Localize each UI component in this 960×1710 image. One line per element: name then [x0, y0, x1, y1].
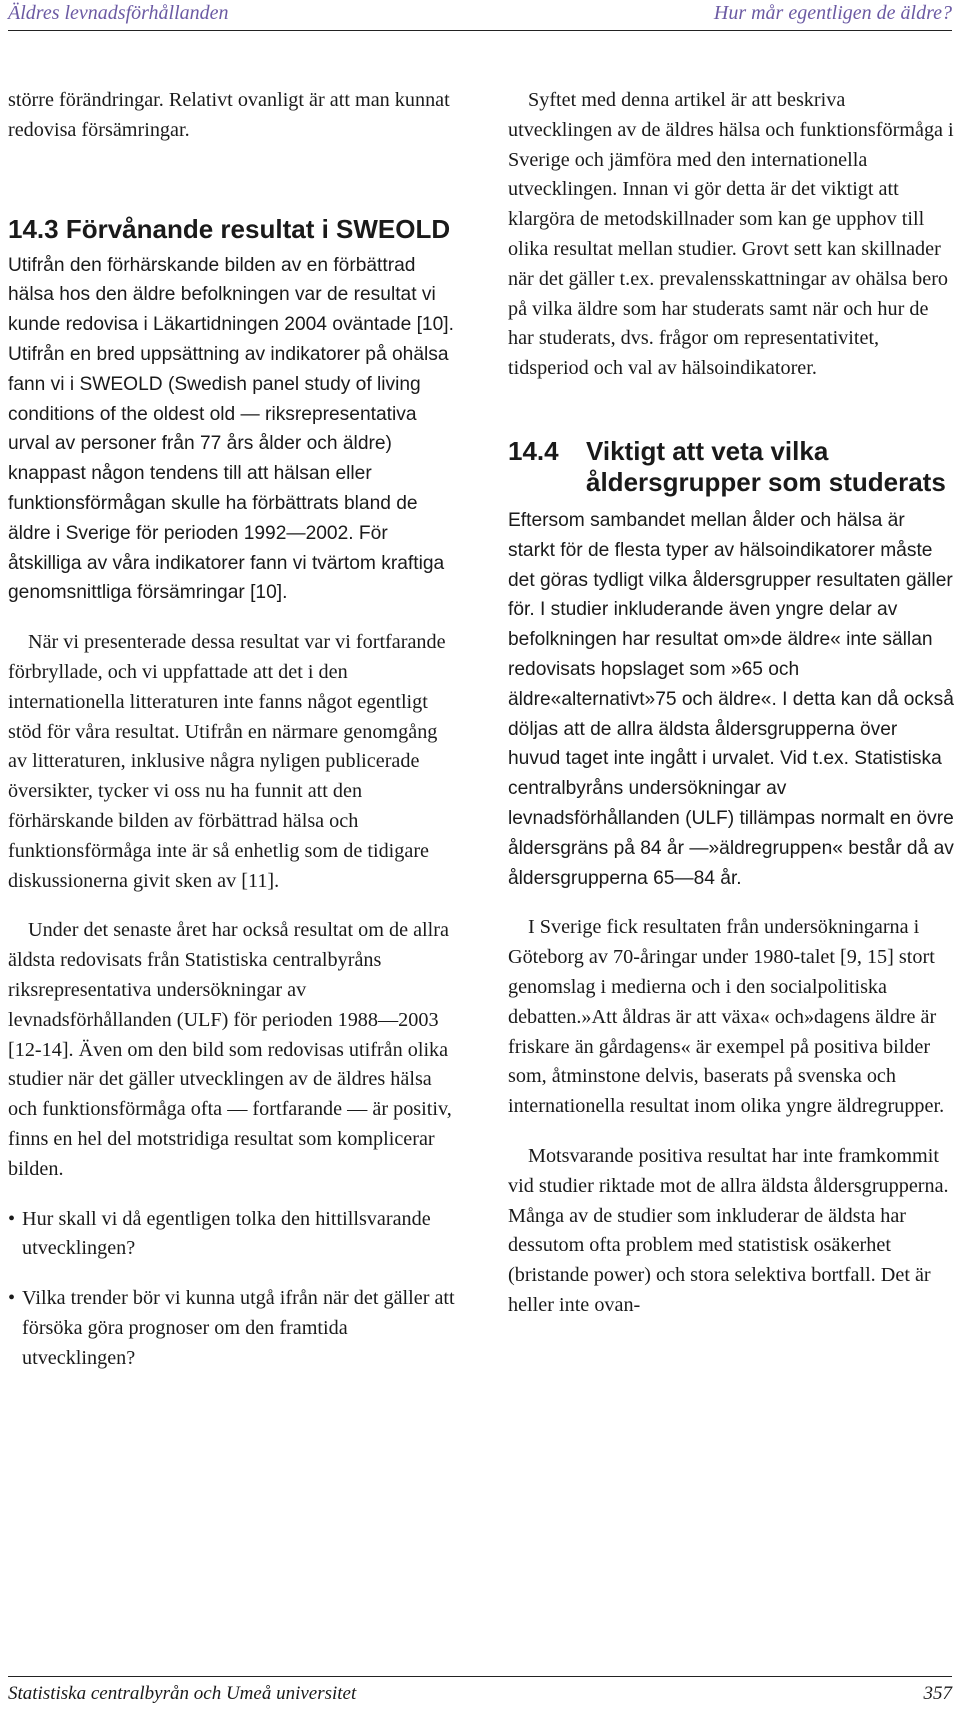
section-title: Viktigt att veta vilka åldersgrupper som studerats — [586, 435, 946, 497]
intro-paragraph: större förändringar. Relativt ovanligt är att man kunnat redovisa försämringar. — [8, 89, 450, 141]
paragraph-sweold-intro: Utifrån den förhärskande bilden av en förbättrad hälsa hos den äldre befolkningen var de resultat vi kunde redovisa i Läkartidningen 2004 oväntade [10]. — [8, 254, 454, 336]
section-number: 14.4 — [508, 435, 559, 466]
paragraph-oldest-old: Motsvarande positiva resultat har inte framkommit vid studier riktade mot de allra äldsta åldersgrupperna. Många av de studier som inkluderar de äldsta har dessutom ofta problem med statistisk osäkerhet (bristande power) och stora selektiva bortfall. Det är heller inte ovan- — [508, 1144, 949, 1316]
section-heading-14-4 — [508, 436, 954, 498]
header-chapter-title: Hur mår egentligen de äldre? — [713, 2, 952, 24]
header-book-title: Äldres levnadsförhållanden — [8, 2, 229, 24]
bullet-text: Hur skall vi då egentligen tolka den hittillsvarande utvecklingen? — [22, 1207, 431, 1260]
section-number: 14.3 — [8, 213, 59, 244]
paragraph-ulf: Under det senaste året har också resultat om de allra äldsta redovisats från Statistiska centralbyråns riksrepresentativa undersökningar av levnadsförhållanden (ULF) för perioden 1988—2003 [12-14]. Även om den bild som redovisas utifrån olika studier när det gäller utvecklingen av de äldres hälsa och funktionsförmåga ofta — fortfarande — är positiv, finns en hel del motstridiga resultat som komplicerar bilden. — [8, 919, 452, 1180]
bullet-marker: • — [8, 1207, 16, 1230]
paragraph-sweold-results: Utifrån en bred uppsättning av indikatorer på ohälsa fann vi i SWEOLD (Swedish panel study of living conditions of the oldest old — riksrepresentativa urval av personer från 77 års ålder och äldre) knappast någon tendens till att hälsan eller funktionsförmågan skulle ha förbättrats bland de äldre i Sverige för perioden 1992—2002. För åtskilliga av våra indikatorer fann vi tvärtom kraftiga genomsnittliga försämringar [10]. — [8, 343, 449, 604]
paragraph-literature: När vi presenterade dessa resultat var vi fortfarande förbryllade, och vi uppfattade att det i den internationella litteraturen inte fanns något egentligt stöd för våra resultat. Utifrån en närmare genomgång av litteraturen, inklusive några nyligen publicerade översikter, tycker vi oss nu ha funnit att den förhärskande bilden av förbättrad hälsa och funktionsförmåga inte är så enhetlig som de tidigare diskussionerna givit sken av [11]. — [8, 631, 446, 892]
paragraph-goteborg: I Sverige fick resultaten från undersökningarna i Göteborg av 70-åringar under 1980-talet [9, 15] stort genomslag i medierna och i den socialpolitiska debatten.»Att åldras är att växa« och»dagens äldre är friskare än gårdagens« är exempel på positiva bilder som, åtminstone delvis, baserats på svenska och internationella resultat inom olika yngre äldregrupper. — [508, 916, 945, 1118]
bullet-text: Vilka trender bör vi kunna utgå ifrån när det gäller att försöka göra prognoser om den framtida utvecklingen? — [22, 1287, 455, 1369]
bullet-question-1 — [8, 1205, 456, 1265]
running-header — [8, 0, 952, 31]
left-column — [8, 86, 456, 1373]
page-footer — [8, 1676, 952, 1705]
section-heading-14-3 — [8, 214, 456, 245]
footer-publisher: Statistiska centralbyrån och Umeå universitet — [8, 1683, 357, 1704]
bullet-question-2 — [8, 1284, 456, 1373]
bullet-marker: • — [8, 1287, 16, 1310]
paragraph-purpose: Syftet med denna artikel är att beskriva utvecklingen av de äldres hälsa och funktionsförmåga i Sverige och jämföra med den internationella utvecklingen. Innan vi gör detta är det viktigt att klargöra de metodskillnader som kan ge upphov till olika resultat mellan studier. Grovt sett kan skillnader när det gäller t.ex. prevalensskattningar av ohälsa bero på vilka äldre som har studerats samt när och hur de har studerats, dvs. frågor om representativitet, tidsperiod och val av hälsoindikatorer. — [508, 89, 954, 380]
section-title: Förvånande resultat i SWEOLD — [65, 213, 451, 244]
right-column — [508, 86, 954, 1321]
page-number: 357 — [923, 1683, 952, 1704]
paragraph-age-groups: Eftersom sambandet mellan ålder och hälsa är starkt för de flesta typer av hälsoindikatorer måste det göras tydligt vilka åldersgrupper resultaten gäller för. I studier inkluderande även yngre delar av befolkningen har resultat om»de äldre« inte sällan redovisats hopslaget som »65 och äldre«alternativt»75 och äldre«. I detta kan då också döljas att de allra äldsta åldersgrupperna över huvud taget inte ingått i urvalet. Vid t.ex. Statistiska centralbyråns undersökningar av levnadsförhållanden (ULF) tillämpas normalt en övre åldersgräns på 84 år —»äldregruppen« består då av åldersgrupperna 65—84 år. — [508, 509, 954, 889]
